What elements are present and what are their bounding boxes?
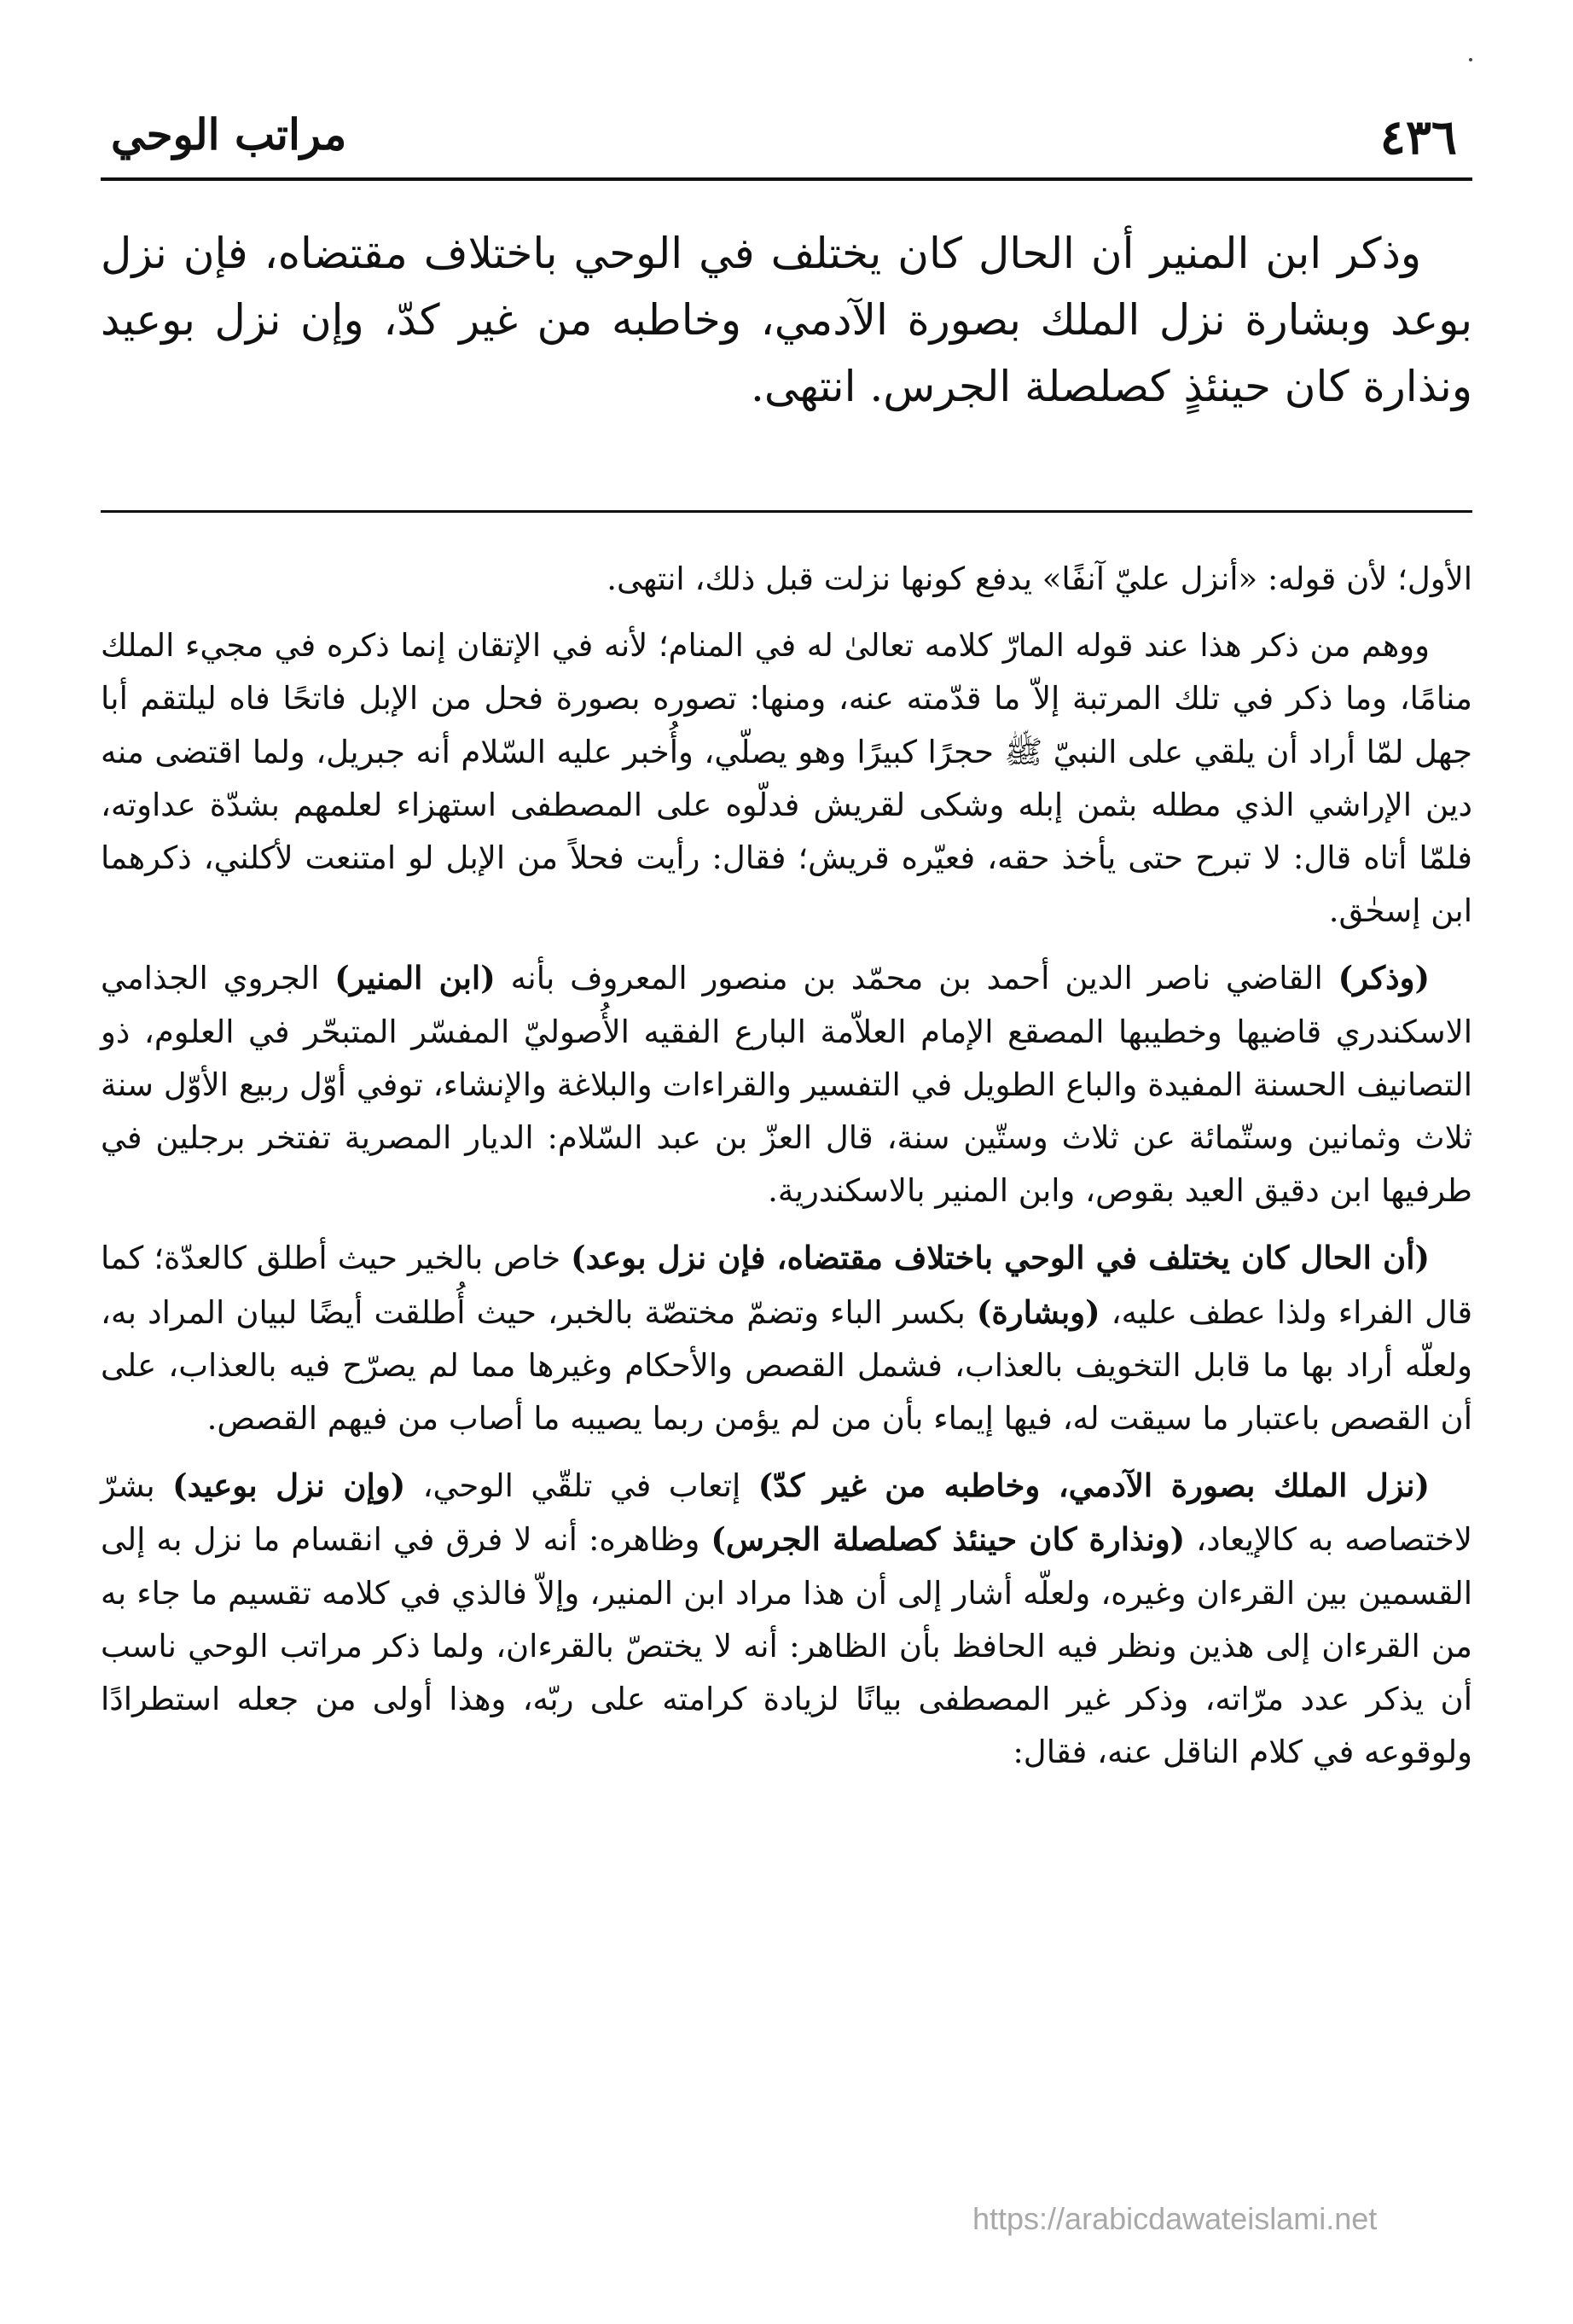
- commentary-paragraph-2: ووهم من ذكر هذا عند قوله المارّ كلامه تعالىٰ له في المنام؛ لأنه في الإتقان إنما ذكره في مجيء الملك منامًا، وما ذكر في تلك المرتبة إلاّ ما قدّمته عنه، ومنها: تصوره بصورة فحل من الإبل فاتحًا فاه ليلتقم أبا جهل لمّا أراد أن يلقي على النبيّ ﷺ حجرًا كبيرًا وهو يصلّي، وأُخبر عليه السّلام أنه جبريل، ولما اقتضى منه دين الإراشي الذي مطله بثمن إبله وشكى لقريش فدلّوه على المصطفى استهزاء لعلمهم بشدّة عداوته، فلمّا أتاه قال: لا تبرح حتى يأخذ حقه، فعيّره قريش؛ فقال: رأيت فحلاً من الإبل لو امتنعت لأكلني، ذكرهما ابن إسحٰق.: [101, 627, 1472, 930]
- commentary-section: [101, 553, 1472, 1792]
- running-title: مراتب الوحي: [111, 109, 347, 160]
- commentary-paragraph-1: الأول؛ لأن قوله: «أنزل عليّ آنفًا» يدفع كونها نزلت قبل ذلك، انتهى.: [607, 561, 1472, 597]
- lemma: (وبشارة): [976, 1293, 1100, 1331]
- scan-speck: [1469, 58, 1472, 61]
- commentary-paragraph-4: [101, 1231, 1472, 1445]
- commentary-text: بشرّ لاختصاصه به كالإيعاد،: [101, 1467, 1473, 1559]
- commentary-text: خاص بالخير حيث أطلق كالعدّة؛ كما قال الفراء ولذا عطف عليه،: [101, 1240, 1472, 1331]
- lemma: (أن الحال كان يختلف في الوحي باختلاف مقتضاه، فإن نزل بوعد): [571, 1239, 1430, 1277]
- commentary-text: الجروي الجذامي الاسكندري قاضيها وخطيبها المصقع الإمام العلاّمة البارع الفقيه الأُصوليّ المفسّر المتبحّر في العلوم، ذو التصانيف الحسنة المفيدة والباع الطويل في التفسير والقراءات والبلاغة والإنشاء، توفي أوّل ربيع الأوّل سنة ثلاث وثمانين وستّمائة عن ثلاث وستّين سنة، قال العزّ بن عبد السّلام: الديار المصرية تفتخر برجلين في طرفيها ابن دقيق العيد بقوص، وابن المنير بالاسكندرية.: [101, 960, 1472, 1210]
- lemma: (ابن المنير): [334, 959, 496, 997]
- commentary-text: وظاهره: أنه لا فرق في انقسام ما نزل به إلى القسمين بين القرءان وغيره، ولعلّه أشار إلى أن هذا مراد ابن المنير، وإلاّ فالذي في كلامه تقسيم ما جاء به من القرءان إلى هذين ونظر فيه الحافظ بأن الظاهر: أنه لا يختصّ بالقرءان، ولما ذكر مراتب الوحي ناسب أن يذكر عدد مرّاته، وذكر غير المصطفى بيانًا لزيادة كرامته على ربّه، وهذا أولى من جعله استطرادًا ولوقوعه في كلام الناقل عنه، فقال:: [101, 1521, 1472, 1771]
- commentary-paragraph-5: [101, 1459, 1472, 1779]
- commentary-text: القاضي ناصر الدين أحمد بن محمّد بن منصور المعروف بأنه: [495, 960, 1338, 997]
- main-text: [101, 220, 1472, 420]
- lemma: (وإن نزل بوعيد): [172, 1467, 406, 1505]
- lemma: (نزل الملك بصورة الآدمي، وخاطبه من غير كدّ): [757, 1467, 1431, 1505]
- main-paragraph: وذكر ابن المنير أن الحال كان يختلف في الوحي باختلاف مقتضاه، فإن نزل بوعد وبشارة نزل الملك بصورة الآدمي، وخاطبه من غير كدّ، وإن نزل بوعيد ونذارة كان حينئذٍ كصلصلة الجرس. انتهى.: [101, 229, 1472, 411]
- watermark-url: https://arabicdawateislami.net: [972, 2201, 1378, 2236]
- commentary-paragraph-3: [101, 951, 1472, 1217]
- lemma: (وذكر): [1338, 959, 1431, 997]
- commentary-text: إتعاب في تلقّي الوحي،: [405, 1467, 758, 1505]
- header-rule: [101, 177, 1472, 181]
- commentary-text: بكسر الباء وتضمّ مختصّة بالخبر، حيث أُطلقت أيضًا لبيان المراد به، ولعلّه أراد بها ما قابل التخويف بالعذاب، فشمل القصص والأحكام وغيرها مما لم يصرّح فيه بالعذاب، على أن القصص باعتبار ما سيقت له، فيها إيماء بأن من لم يؤمن ربما يصيبه ما أصاب من فيهم القصص.: [101, 1293, 1472, 1438]
- lemma: (ونذارة كان حينئذ كصلصلة الجرس): [711, 1520, 1186, 1559]
- footnote-divider: [101, 510, 1472, 513]
- running-header: [101, 101, 1472, 177]
- page-number: ٤٣٦: [1379, 109, 1457, 166]
